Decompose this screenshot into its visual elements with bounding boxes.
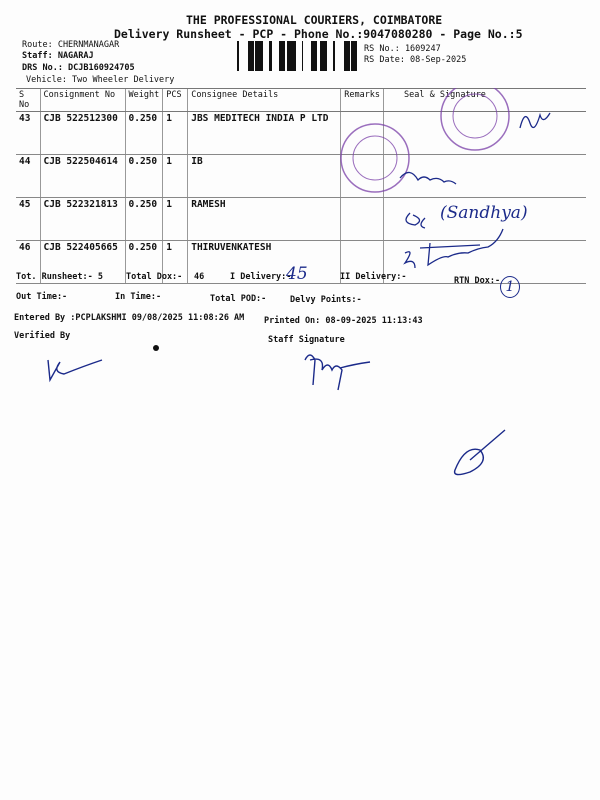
- sno: 46: [16, 241, 40, 284]
- row45-signature-name: Sandhya: [446, 203, 521, 223]
- scribble: [455, 430, 505, 475]
- printed-on: Printed On: 08-09-2025 11:13:43: [264, 316, 423, 326]
- delvy-points: Delvy Points:-: [290, 295, 362, 305]
- consignment-no: CJB 522512300: [40, 112, 125, 155]
- pcs: 1: [163, 198, 188, 241]
- consignment-no: CJB 522321813: [40, 198, 125, 241]
- col-sno: S No: [16, 89, 40, 112]
- rs-no: RS No.: 1609247: [364, 44, 441, 54]
- pcs: 1: [163, 241, 188, 284]
- pcs: 1: [163, 112, 188, 155]
- total-dox-label: Total Dox:-: [126, 272, 183, 282]
- i-delivery-label: I Delivery:-: [230, 272, 292, 282]
- tot-runsheet: Tot. Runsheet:- 5: [16, 272, 103, 282]
- route: Route: CHERNMANAGAR: [22, 40, 120, 50]
- col-consignee: Consignee Details: [188, 89, 341, 112]
- col-pcs: PCS: [163, 89, 188, 112]
- entered-by: Entered By :PCPLAKSHMI 09/08/2025 11:08:26 AM: [14, 313, 245, 323]
- total-pod: Total POD:-: [210, 294, 267, 304]
- col-weight: Weight: [125, 89, 163, 112]
- col-consignment: Consignment No: [40, 89, 125, 112]
- barcode: [233, 41, 359, 71]
- drs-no: DRS No.: DCJB160924705: [22, 63, 135, 73]
- consignment-no: CJB 522405665: [40, 241, 125, 284]
- rtn-dox-handwritten: 1: [500, 276, 520, 298]
- staff: Staff: NAGARAJ: [22, 51, 94, 61]
- verified-by: Verified By: [14, 331, 71, 341]
- rs-date: RS Date: 08-Sep-2025: [364, 55, 467, 65]
- vehicle: Vehicle: Two Wheeler Delivery: [26, 75, 175, 85]
- weight: 0.250: [125, 155, 163, 198]
- in-time: In Time:-: [115, 292, 162, 302]
- sno: 45: [16, 198, 40, 241]
- col-remarks: Remarks: [341, 89, 384, 112]
- staff-signature-label: Staff Signature: [268, 335, 345, 345]
- pcs: 1: [163, 155, 188, 198]
- sno: 43: [16, 112, 40, 155]
- footer-signatures: [0, 340, 600, 500]
- i-delivery-handwritten: 45: [286, 264, 308, 284]
- consignee: IB: [188, 155, 341, 198]
- out-time: Out Time:-: [16, 292, 68, 302]
- weight: 0.250: [125, 198, 163, 241]
- runsheet-subtitle: Delivery Runsheet - PCP - Phone No.:9047080280 - Page No.:5: [114, 27, 523, 41]
- verifier-signature: [48, 360, 102, 380]
- consignee: THIRUVENKATESH: [188, 241, 341, 284]
- handwritten-signatures: [400, 113, 550, 268]
- col-seal: Seal & Signature: [384, 89, 586, 112]
- row45-signature: (Sandhya): [440, 203, 528, 223]
- consignment-no: CJB 522504614: [40, 155, 125, 198]
- consignee: RAMESH: [188, 198, 341, 241]
- sno: 44: [16, 155, 40, 198]
- consignee: JBS MEDITECH INDIA P LTD: [188, 112, 341, 155]
- weight: 0.250: [125, 241, 163, 284]
- total-dox-value: 46: [194, 272, 205, 282]
- weight: 0.250: [125, 112, 163, 155]
- seals-and-signatures: [330, 88, 590, 288]
- ii-delivery-label: II Delivery:-: [340, 272, 407, 282]
- company-title: THE PROFESSIONAL COURIERS, COIMBATORE: [186, 13, 443, 27]
- rtn-dox-label: RTN Dox:-: [454, 276, 501, 286]
- staff-signature: [305, 355, 370, 390]
